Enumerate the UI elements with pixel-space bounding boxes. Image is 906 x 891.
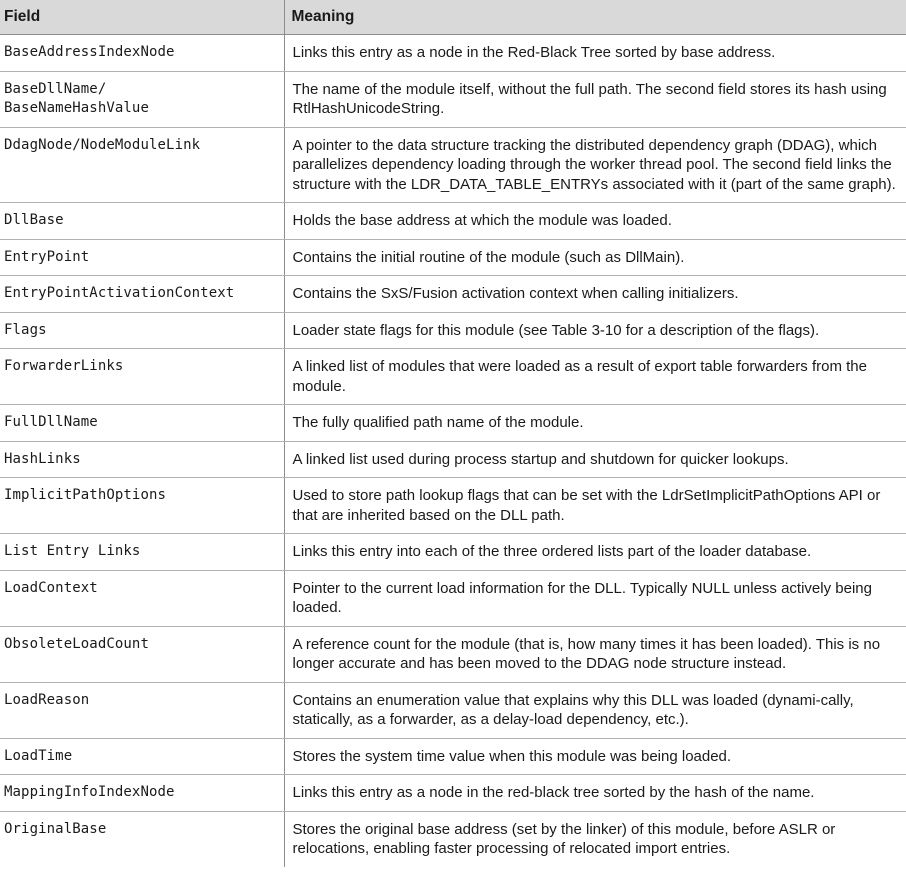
table-row	[0, 312, 906, 349]
field-cell: FullDllName	[0, 405, 284, 442]
table-row	[0, 405, 906, 442]
field-cell: BaseDllName/ BaseNameHashValue	[0, 71, 284, 127]
meaning-cell: A linked list of modules that were loaded as a result of export table forwarders from the module.	[284, 349, 906, 405]
meaning-cell: The name of the module itself, without the full path. The second field stores its hash using RtlHashUnicodeString.	[284, 71, 906, 127]
field-cell: HashLinks	[0, 441, 284, 478]
meaning-cell: Stores the system time value when this module was being loaded.	[284, 738, 906, 775]
meaning-cell: Stores the original base address (set by the linker) of this module, before ASLR or relocations, enabling faster processing of relocated import entries.	[292, 820, 836, 857]
table-row	[0, 775, 906, 812]
table-header	[0, 0, 906, 35]
table-body	[0, 35, 906, 867]
field-cell: List Entry Links	[0, 534, 284, 571]
meaning-cell: A pointer to the data structure tracking the distributed dependency graph (DDAG), which parallelizes dependency loading through the worker thread pool. The second field links the structure with the LDR_DATA_TABLE_ENTRYs associated with it (part of the same graph).	[284, 127, 906, 203]
table-row	[0, 626, 906, 682]
field-cell: OriginalBase	[0, 811, 284, 867]
field-cell: EntryPointActivationContext	[0, 276, 284, 313]
table-row	[0, 127, 906, 203]
table-row	[0, 682, 906, 738]
table-row	[0, 811, 906, 867]
meaning-cell: Loader state flags for this module (see Table 3-10 for a description of the flags).	[284, 312, 906, 349]
column-header-meaning: Meaning	[284, 0, 906, 35]
field-cell: EntryPoint	[0, 239, 284, 276]
table-row	[0, 441, 906, 478]
table-row	[0, 570, 906, 626]
field-cell: ObsoleteLoadCount	[0, 626, 284, 682]
meaning-cell: Used to store path lookup flags that can be set with the LdrSetImplicitPathOptions API or that are inherited based on the DLL path.	[284, 478, 906, 534]
field-cell: Flags	[0, 312, 284, 349]
table-row	[0, 71, 906, 127]
table-row	[0, 349, 906, 405]
meaning-cell: The fully qualified path name of the module.	[284, 405, 906, 442]
field-cell: DdagNode/NodeModuleLink	[0, 127, 284, 203]
field-cell: LoadReason	[0, 682, 284, 738]
meaning-cell: Links this entry as a node in the Red-Black Tree sorted by base address.	[284, 35, 906, 72]
field-cell: ForwarderLinks	[0, 349, 284, 405]
field-cell: LoadContext	[0, 570, 284, 626]
field-cell: BaseAddressIndexNode	[0, 35, 284, 72]
table-row	[0, 276, 906, 313]
table-row	[0, 239, 906, 276]
field-cell: DllBase	[0, 203, 284, 240]
meaning-cell: Contains the initial routine of the module (such as DllMain).	[284, 239, 906, 276]
table-row	[0, 738, 906, 775]
meaning-cell: Links this entry into each of the three ordered lists part of the loader database.	[284, 534, 906, 571]
header-row	[0, 0, 906, 35]
field-cell: MappingInfoIndexNode	[0, 775, 284, 812]
field-cell: LoadTime	[0, 738, 284, 775]
meaning-cell: Contains an enumeration value that explains why this DLL was loaded (dynami-cally, statically, as a forwarder, as a delay-load dependency, etc.).	[284, 682, 906, 738]
meaning-cell: Pointer to the current load information for the DLL. Typically NULL unless actively being loaded.	[284, 570, 906, 626]
field-cell: ImplicitPathOptions	[0, 478, 284, 534]
meaning-cell: Links this entry as a node in the red-black tree sorted by the hash of the name.	[284, 775, 906, 812]
table-row	[0, 203, 906, 240]
table-row	[0, 478, 906, 534]
meaning-cell: A reference count for the module (that is, how many times it has been loaded). This is no longer accurate and has been moved to the DDAG node structure instead.	[284, 626, 906, 682]
meaning-cell: Holds the base address at which the module was loaded.	[284, 203, 906, 240]
table-row	[0, 534, 906, 571]
meaning-cell: Contains the SxS/Fusion activation context when calling initializers.	[284, 276, 906, 313]
meaning-cell: A linked list used during process startup and shutdown for quicker lookups.	[284, 441, 906, 478]
column-header-field: Field	[0, 0, 284, 35]
table-row	[0, 35, 906, 72]
